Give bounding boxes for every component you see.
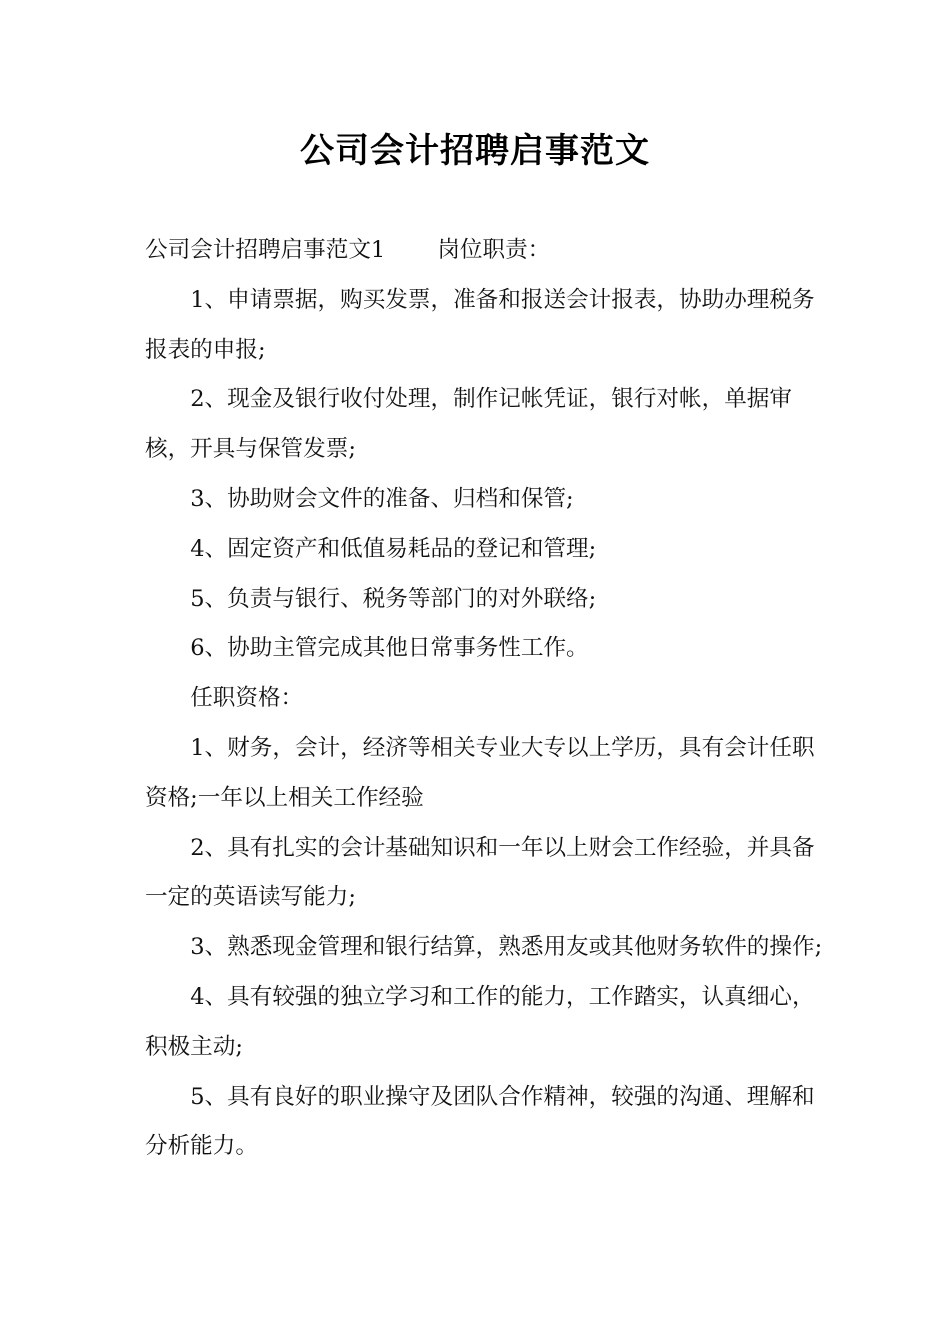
duty-item-5: 5、负责与银行、税务等部门的对外联络; [190,585,597,612]
qualifications-heading: 任职资格： [190,685,304,712]
qualification-item-1: 1、财务，会计，经济等相关专业大专以上学历，具有会计任职资格;一年以上相关工作经验 [145,734,815,811]
document-title: 公司会计招聘启事范文 [300,131,650,171]
duty-item-2: 2、现金及银行收付处理，制作记帐凭证，银行对帐，单据审核，开具与保管发票; [145,386,792,463]
duty-item-1: 1、申请票据，购买发票，准备和报送会计报表，协助办理税务报表的申报; [145,286,815,363]
qualification-item-2: 2、具有扎实的会计基础知识和一年以上财会工作经验，并具备一定的英语读写能力; [145,834,815,911]
qualification-item-4: 4、具有较强的独立学习和工作的能力，工作踏实，认真细心，积极主动; [145,983,815,1060]
qualification-item-5: 5、具有良好的职业操守及团队合作精神，较强的沟通、理解和分析能力。 [145,1083,815,1160]
document-body [145,226,835,1172]
duties-heading: 岗位职责： [437,237,551,263]
intro-line [145,226,835,276]
qualification-item-3: 3、熟悉现金管理和银行结算，熟悉用友或其他财务软件的操作; [190,934,823,961]
duty-item-3: 3、协助财会文件的准备、归档和保管; [190,485,574,512]
duty-item-6: 6、协助主管完成其他日常事务性工作。 [190,635,589,662]
duty-item-4: 4、固定资产和低值易耗品的登记和管理; [190,535,597,562]
intro-heading: 公司会计招聘启事范文1 [145,237,386,263]
